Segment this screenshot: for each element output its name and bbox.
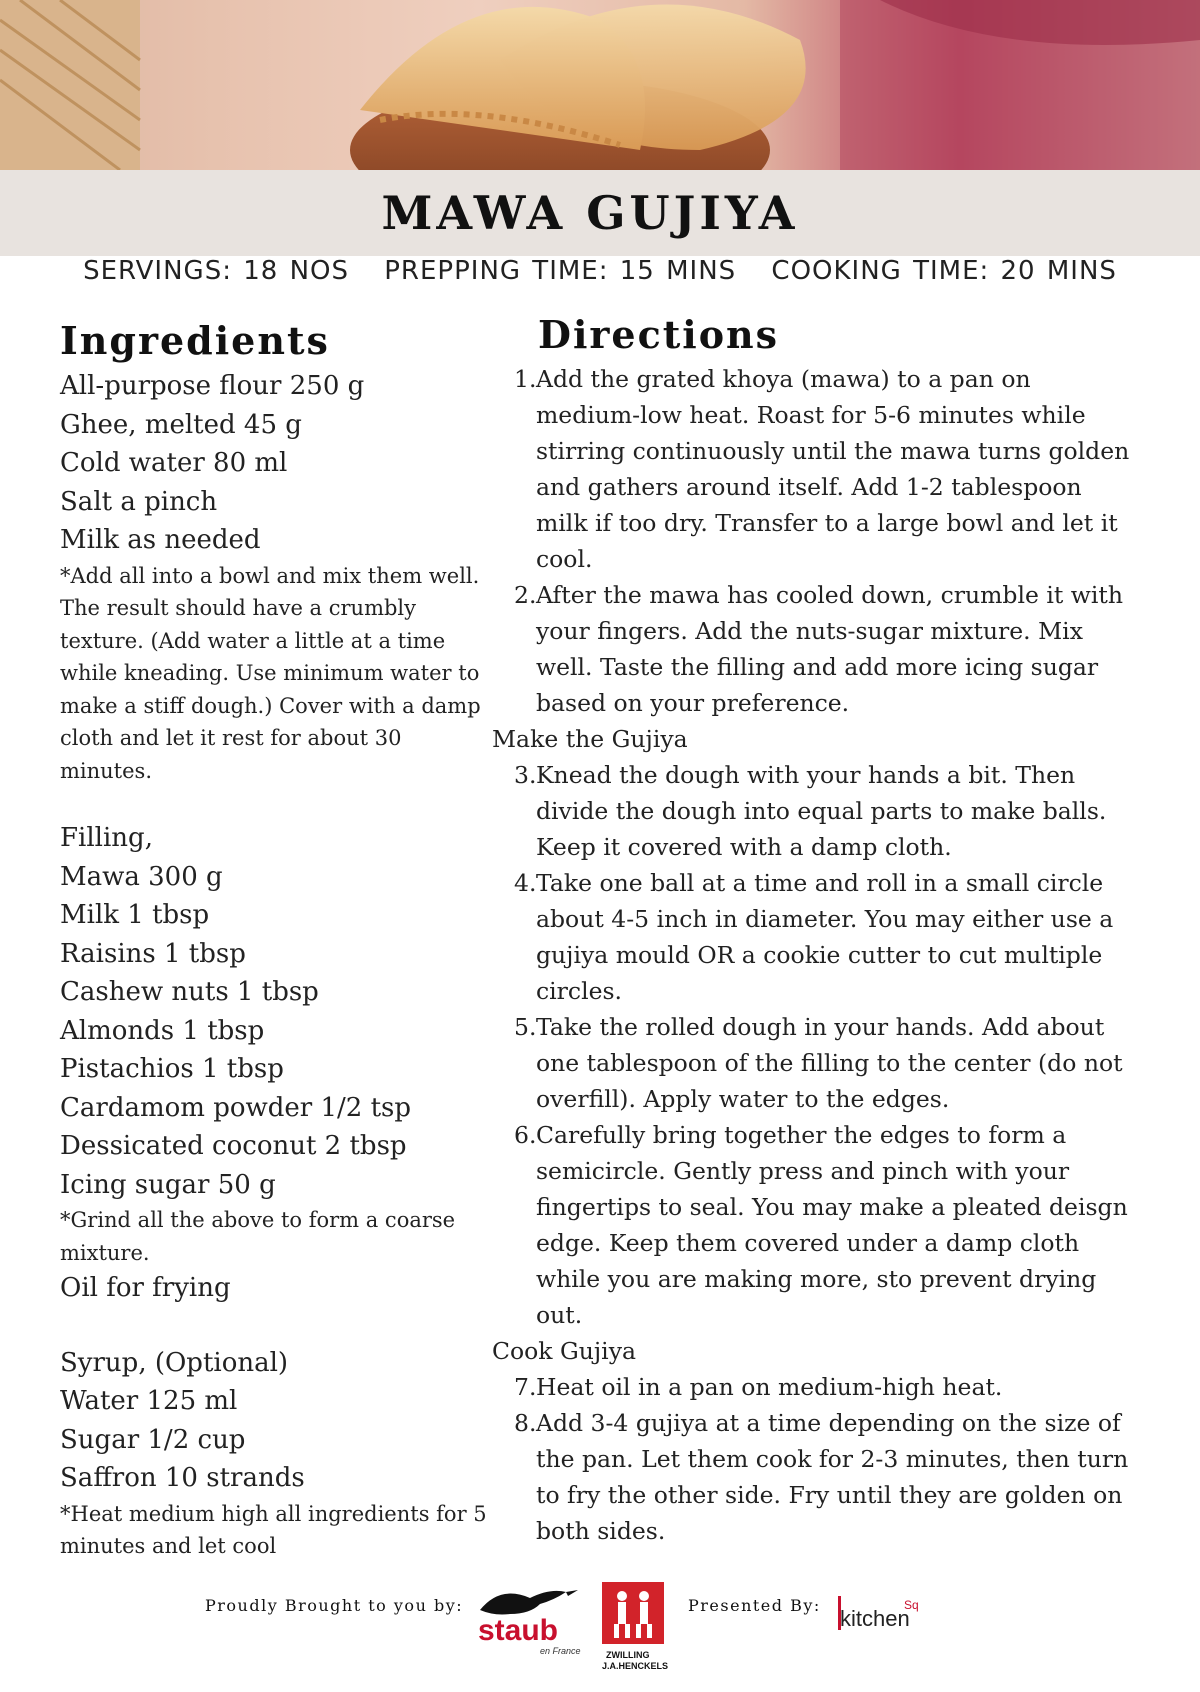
ingredient-item: Mawa 300 g (60, 861, 223, 892)
zwilling-subtext: J.A.HENCKELS (602, 1661, 669, 1671)
section-cook-gujiya: Cook Gujiya (492, 1337, 636, 1365)
ingredient-item: Dessicated coconut 2 tbsp (60, 1131, 407, 1161)
servings-info: SERVINGS: 18 NOS (83, 256, 349, 286)
staub-subtext: en France (540, 1646, 581, 1656)
zwilling-logo (600, 1580, 670, 1680)
dough-list (60, 367, 490, 560)
direction-step (492, 1009, 1132, 1117)
zwilling-twins-icon (600, 1580, 666, 1646)
ingredient-item: Water 125 ml (60, 1386, 238, 1416)
step-text: Add the grated khoya (mawa) to a pan on medium-low heat. Roast for 5-6 minutes while stirring continuously until the mawa turns golden and gathers around itself. Add 1-2 tablespoon milk if too dry. Transfer to a large bowl and let it cool. (536, 365, 1130, 573)
filling-heading: Filling, (60, 823, 153, 853)
section-make-gujiya: Make the Gujiya (492, 725, 688, 753)
ingredient-item: Milk 1 tbsp (60, 900, 210, 930)
step-text: Add 3-4 gujiya at a time depending on the size of the pan. Let them cook for 2-3 minutes, then turn to fry the other side. Fry until they are golden on both sides. (536, 1409, 1129, 1545)
prep-time-info: PREPPING TIME: 15 MINS (384, 256, 737, 286)
steps-list-prep (492, 361, 1132, 721)
step-text: Heat oil in a pan on medium-high heat. (536, 1373, 1003, 1401)
step-number: 7. (514, 1373, 537, 1401)
step-number: 6. (514, 1121, 537, 1149)
directions-heading: Directions (538, 312, 780, 357)
steps-list-make (492, 757, 1132, 1333)
directions-column (492, 312, 1132, 1549)
direction-step (492, 361, 1132, 577)
syrup-list (60, 1344, 490, 1498)
step-number: 8. (514, 1409, 537, 1437)
ingredient-item: Saffron 10 strands (60, 1463, 305, 1493)
ingredient-item: Oil for frying (60, 1273, 231, 1303)
dough-note: *Add all into a bowl and mix them well. The result should have a crumbly texture. (Add water a little at a time while kneading. Use minimum water to make a stiff dough.) Cover with a damp cloth and let it rest for about 30 minutes. (60, 563, 481, 783)
oil-list (60, 1269, 490, 1308)
cook-time-info: COOKING TIME: 20 MINS (771, 256, 1117, 286)
step-text: Take the rolled dough in your hands. Add about one tablespoon of the filling to the center (do not overfill). Apply water to the edges. (536, 1013, 1123, 1113)
ingredients-column (60, 318, 490, 1563)
steps-list-cook (492, 1369, 1132, 1549)
step-number: 4. (514, 869, 537, 897)
ingredient-item: Cashew nuts 1 tbsp (60, 977, 319, 1007)
ingredient-item: Pistachios 1 tbsp (60, 1054, 284, 1084)
gujiya-photo (0, 0, 1200, 170)
filling-note: *Grind all the above to form a coarse mixture. (60, 1208, 456, 1265)
direction-step (492, 865, 1132, 1009)
direction-step (492, 1405, 1132, 1549)
step-number: 1. (514, 365, 537, 393)
recipe-meta (0, 256, 1200, 286)
step-text: Knead the dough with your hands a bit. Then divide the dough into equal parts to make balls. Keep it covered with a damp cloth. (536, 761, 1107, 861)
zwilling-wordmark: ZWILLING (606, 1650, 650, 1660)
ingredient-item: Raisins 1 tbsp (60, 938, 246, 969)
staub-wordmark: staub (478, 1614, 559, 1647)
presented-by-text: Presented By: (688, 1596, 821, 1615)
hero-image (0, 0, 1200, 170)
step-number: 3. (514, 761, 537, 789)
kitchen-wordmark: kitchen (840, 1606, 910, 1631)
step-text: After the mawa has cooled down, crumble it with your fingers. Add the nuts-sugar mixture. Mix well. Taste the filling and add more icing sugar based on your preference. (536, 581, 1123, 717)
filling-list (60, 819, 490, 1204)
step-text: Take one ball at a time and roll in a small circle about 4-5 inch in diameter. You may either use a gujiya mould OR a cookie cutter to cut multiple circles. (536, 869, 1114, 1005)
ingredient-item: Salt a pinch (60, 486, 218, 517)
step-text: Carefully bring together the edges to form a semicircle. Gently press and pinch with your fingertips to seal. You may make a pleated deisgn edge. Keep them covered under a damp cloth while you are making more, sto prevent drying out. (536, 1121, 1128, 1329)
syrup-heading: Syrup, (Optional) (60, 1347, 289, 1378)
brought-by-text: Proudly Brought to you by: (205, 1596, 464, 1615)
ingredient-item: Icing sugar 50 g (60, 1169, 276, 1200)
kitchen-superscript: Sq (904, 1598, 919, 1612)
staub-logo (470, 1580, 590, 1656)
ingredient-item: Cold water 80 ml (60, 448, 288, 478)
step-number: 2. (514, 581, 537, 609)
step-number: 5. (514, 1013, 537, 1041)
direction-step (492, 1369, 1132, 1405)
ingredient-item: Ghee, melted 45 g (60, 409, 302, 440)
direction-step (492, 1117, 1132, 1333)
ingredient-item: Almonds 1 tbsp (60, 1015, 265, 1046)
syrup-note: *Heat medium high all ingredients for 5 minutes and let cool (60, 1501, 487, 1558)
ingredient-item: All-purpose flour 250 g (60, 371, 365, 401)
ingredient-item: Sugar 1/2 cup (60, 1424, 246, 1455)
direction-step (492, 577, 1132, 721)
recipe-title: MAWA GUJIYA (381, 186, 799, 240)
ingredients-heading: Ingredients (60, 318, 330, 363)
kitchen-sq-logo (836, 1592, 946, 1642)
footer (0, 1580, 1200, 1690)
direction-step (492, 757, 1132, 865)
ingredient-item: Milk as needed (60, 525, 261, 555)
ingredient-item: Cardamom powder 1/2 tsp (60, 1092, 412, 1123)
